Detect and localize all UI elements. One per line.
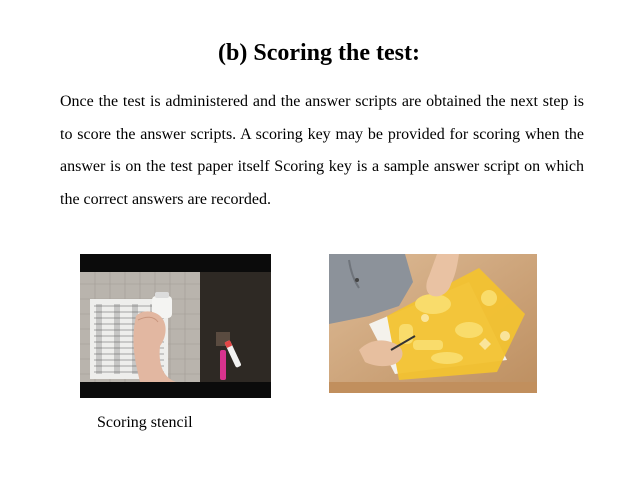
slide-title: (b) Scoring the test: bbox=[218, 40, 420, 66]
yellow-stencil-photo bbox=[329, 254, 537, 393]
body-paragraph: Once the test is administered and the answer scripts are obtained the next step is to score the answer scripts. A scoring key may be provided for scoring when the answer is on the test paper itself Scoring key is a sample answer script on which the correct answers are recorded. bbox=[60, 93, 584, 208]
image-caption: Scoring stencil bbox=[97, 414, 193, 431]
answer-sheet-photo bbox=[80, 254, 271, 398]
